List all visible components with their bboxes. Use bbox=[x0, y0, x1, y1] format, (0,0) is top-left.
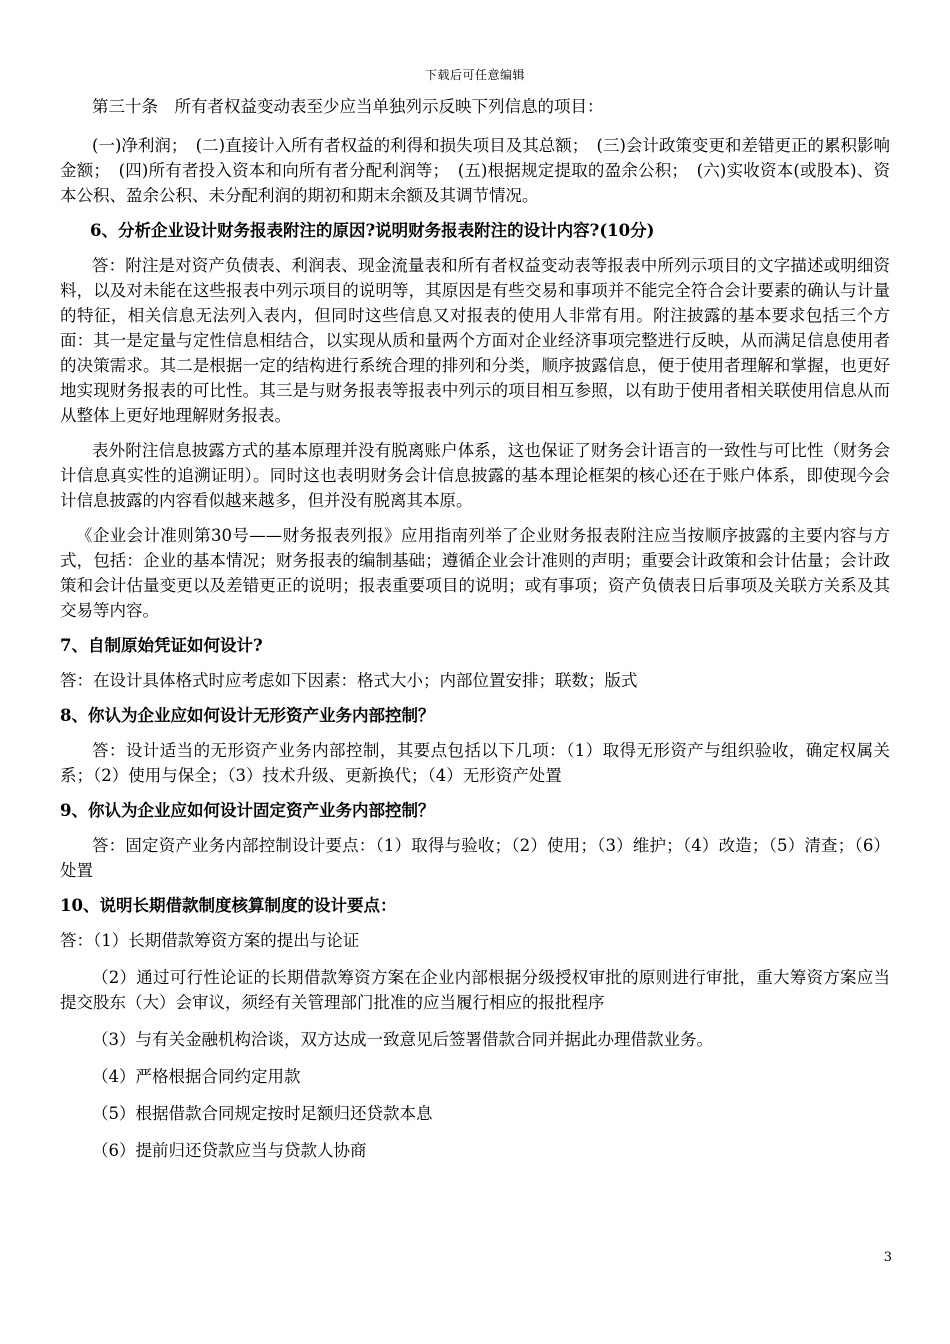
question-10: 10、说明长期借款制度核算制度的设计要点： bbox=[60, 896, 397, 915]
answer-10-item-1: 答：（1）长期借款筹资方案的提出与论证 bbox=[60, 931, 360, 950]
answer-10-item-3: （3）与有关金融机构洽谈，双方达成一致意见后签署借款合同并据此办理借款业务。 bbox=[92, 1030, 713, 1049]
article-30-items: (一)净利润； (二)直接计入所有者权益的利得和损失项目及其总额； (三)会计政策变更和差错更正的累积影响金额； (四)所有者投入资本和向所有者分配利润等； (五)根据规定提取的盈余公积； (六)实收资本(或股本)、资本公积、盈余公积、未分配利润的期初和期末余额及其调节情况。 bbox=[60, 136, 890, 205]
question-6: 6、分析企业设计财务报表附注的原因?说明财务报表附注的设计内容?(10分) bbox=[90, 221, 655, 240]
page-header: 下载后可任意编辑 bbox=[424, 68, 525, 82]
page-number: 3 bbox=[883, 1250, 892, 1265]
answer-6-para-1: 答：附注是对资产负债表、利润表、现金流量表和所有者权益变动表等报表中所列示项目的文字描述或明细资料，以及对未能在这些报表中列示项目的说明等，其原因是有些交易和事项并不能完全符合会计要素的确认与计量的特征，相关信息无法列入表内，但同时这些信息又对报表的使用人非常有用。附注披露的基本要求包括三个方面：其一是定量与定性信息相结合，以实现从质和量两个方面对企业经济事项完整进行反映，从而满足信息使用者的决策需求。其二是根据一定的结构进行系统合理的排列和分类，顺序披露信息，便于使用者理解和掌握，也更好地实现财务报表的可比性。其三是与财务报表等报表中列示的项目相互参照，以有助于使用者相关联使用信息从而从整体上更好地理解财务报表。 bbox=[60, 256, 890, 425]
answer-10-item-5: （5）根据借款合同规定按时足额归还贷款本息 bbox=[92, 1104, 433, 1123]
question-8: 8、你认为企业应如何设计无形资产业务内部控制？ bbox=[60, 706, 435, 725]
question-9: 9、你认为企业应如何设计固定资产业务内部控制？ bbox=[60, 801, 435, 820]
answer-7: 答：在设计具体格式时应考虑如下因素：格式大小；内部位置安排；联数；版式 bbox=[60, 671, 638, 690]
article-30-title: 第三十条 所有者权益变动表至少应当单独列示反映下列信息的项目： bbox=[92, 97, 604, 116]
answer-10-item-6: （6）提前归还贷款应当与贷款人协商 bbox=[92, 1141, 367, 1160]
answer-10-item-4: （4）严格根据合同约定用款 bbox=[92, 1067, 301, 1086]
question-7: 7、自制原始凭证如何设计? bbox=[60, 636, 263, 655]
answer-10-item-2: （2）通过可行性论证的长期借款筹资方案在企业内部根据分级授权审批的原则进行审批，重大筹资方案应当提交股东（大）会审议，须经有关管理部门批准的应当履行相应的报批程序 bbox=[60, 968, 890, 1012]
answer-9: 答：固定资产业务内部控制设计要点：（1）取得与验收；（2）使用；（3）维护；（4）改造；（5）清查；（6）处置 bbox=[60, 836, 890, 880]
answer-6-para-3: 《企业会计准则第30号——财务报表列报》应用指南列举了企业财务报表附注应当按顺序披露的主要内容与方式，包括：企业的基本情况；财务报表的编制基础；遵循企业会计准则的声明；重要会计政策和会计估量；会计政策和会计估量变更以及差错更正的说明；报表重要项目的说明；或有事项；资产负债表日后事项及关联方关系及其交易等内容。 bbox=[60, 526, 890, 620]
document-body bbox=[60, 94, 890, 1163]
answer-8: 答：设计适当的无形资产业务内部控制，其要点包括以下几项：（1）取得无形资产与组织验收，确定权属关系；（2）使用与保全；（3）技术升级、更新换代；（4）无形资产处置 bbox=[60, 741, 890, 785]
answer-6-para-2: 表外附注信息披露方式的基本原理并没有脱离账户体系，这也保证了财务会计语言的一致性与可比性（财务会计信息真实性的追溯证明）。同时这也表明财务会计信息披露的基本理论框架的核心还在于账户体系，即使现今会计信息披露的内容看似越来越多，但并没有脱离其本原。 bbox=[60, 441, 890, 510]
